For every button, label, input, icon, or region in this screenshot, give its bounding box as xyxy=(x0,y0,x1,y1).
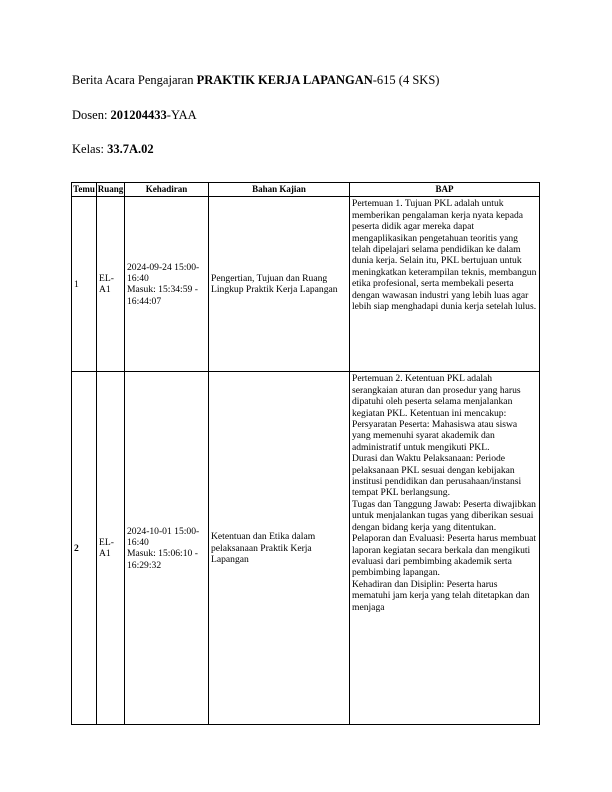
cell-bahan-kajian: Ketentuan dan Etika dalam pelaksanaan Praktik Kerja Lapangan xyxy=(209,372,350,725)
cell-kehadiran: 2024-10-01 15:00- 16:40 Masuk: 15:06:10 - 16:29:32 xyxy=(125,372,209,725)
cell-bap: Pertemuan 1. Tujuan PKL adalah untuk memberikan pengalaman kerja nyata kepada peserta didik agar mereka dapat mengaplikasikan pengetahuan teoritis yang telah dipelajari selama pendidikan ke dalam dunia kerja. Selain itu, PKL bertujuan untuk meningkatkan keterampilan teknis, membangun etika profesional, serta membekali peserta dengan wawasan industri yang lebih luas agar lebih siap menghadapi dunia kerja setelah lulus. xyxy=(350,197,540,372)
course-code: -615 (4 SKS) xyxy=(372,73,440,87)
header-bap: BAP xyxy=(350,183,540,197)
course-name: PRAKTIK KERJA LAPANGAN xyxy=(196,73,373,87)
lecturer-label: Dosen: xyxy=(72,108,111,122)
cell-kehadiran: 2024-09-24 15:00- 16:40 Masuk: 15:34:59 - 16:44:07 xyxy=(125,197,209,372)
cell-temu: 1 xyxy=(72,197,97,372)
header-kehadiran: Kehadiran xyxy=(125,183,209,197)
header-temu: Temu xyxy=(72,183,97,197)
cell-bahan-kajian: Pengertian, Tujuan dan Ruang Lingkup Praktik Kerja Lapangan xyxy=(209,197,350,372)
table-header-row xyxy=(72,183,540,197)
class-value: 33.7A.02 xyxy=(107,142,154,156)
header-bahan-kajian: Bahan Kajian xyxy=(209,183,350,197)
class-label: Kelas: xyxy=(72,142,108,156)
document-title xyxy=(72,73,439,88)
teaching-record-table xyxy=(71,182,540,725)
header-ruang: Ruang xyxy=(97,183,125,197)
table-row xyxy=(72,372,540,725)
lecturer-id: 201204433 xyxy=(110,108,167,122)
table-row xyxy=(72,197,540,372)
lecturer-line xyxy=(72,108,197,123)
cell-ruang: EL- A1 xyxy=(97,197,125,372)
lecturer-code: -YAA xyxy=(166,108,197,122)
class-line xyxy=(72,142,154,157)
title-prefix: Berita Acara Pengajaran xyxy=(72,73,197,87)
cell-bap: Pertemuan 2. Ketentuan PKL adalah serangkaian aturan dan prosedur yang harus dipatuhi oleh peserta selama menjalankan kegiatan PKL. Ketentuan ini mencakup: Persyaratan Peserta: Mahasiswa atau siswa yang memenuhi syarat akademik dan administratif untuk mengikuti PKL. Durasi dan Waktu Pelaksanaan: Periode pelaksanaan PKL sesuai dengan kebijakan institusi pendidikan dan perusahaan/instansi tempat PKL berlangsung. Tugas dan Tanggung Jawab: Peserta diwajibkan untuk menjalankan tugas yang diberikan sesuai dengan bidang kerja yang ditentukan. Pelaporan dan Evaluasi: Peserta harus membuat laporan kegiatan secara berkala dan mengikuti evaluasi dari pembimbing akademik serta pembimbing lapangan. Kehadiran dan Disiplin: Peserta harus mematuhi jam kerja yang telah ditetapkan dan menjaga xyxy=(350,372,540,725)
cell-ruang: EL- A1 xyxy=(97,372,125,725)
cell-temu: 2 xyxy=(72,372,97,725)
